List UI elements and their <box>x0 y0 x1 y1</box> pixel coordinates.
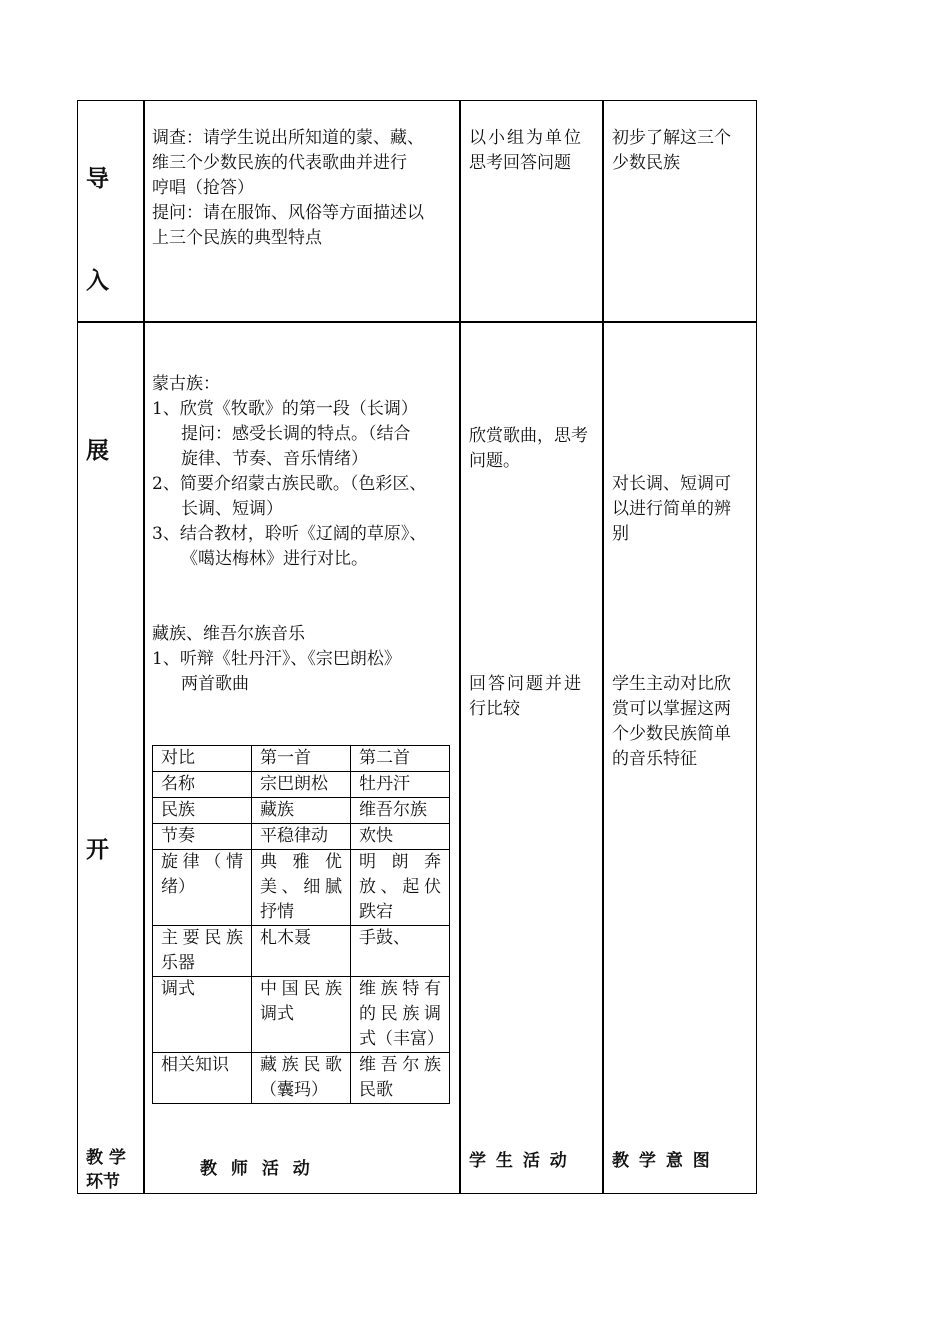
mongol-item: 旋律、节奏、音乐情绪） <box>181 449 368 469</box>
table-cell: 札木聂 <box>252 926 351 977</box>
table-row <box>153 824 450 850</box>
tibet-heading: 藏族、维吾尔族音乐 <box>152 624 305 644</box>
table-cell: 维族特有的民族调式（丰富） <box>351 977 450 1053</box>
tibet-item: 两首歌曲 <box>181 674 249 694</box>
column-divider-2 <box>459 100 461 1194</box>
stage-intro-char-2: 入 <box>86 268 109 294</box>
table-row <box>153 1053 450 1104</box>
footer-stage-label-line: 教 学 <box>86 1148 126 1168</box>
table-row <box>153 798 450 824</box>
table-cell: 平稳律动 <box>252 824 351 850</box>
table-row <box>153 977 450 1053</box>
stage-intro-char-1: 导 <box>86 166 109 192</box>
mongol-item: 2、简要介绍蒙古族民歌。（色彩区、 <box>152 474 427 494</box>
intro-teacher-line: 上三个民族的典型特点 <box>152 228 322 248</box>
mongol-item: 《噶达梅林》进行对比。 <box>181 549 368 569</box>
intent-line: 赏可以掌握这两 <box>612 699 731 719</box>
intent-line: 学生主动对比欣 <box>612 674 731 694</box>
student-line: 回答问题并进 <box>469 674 583 694</box>
table-cell: 旋律（情绪） <box>153 850 252 926</box>
table-cell: 名称 <box>153 772 252 798</box>
intro-student-line: 以小组为单位 <box>469 128 583 148</box>
intent-line: 对长调、短调可 <box>612 474 731 494</box>
stage-develop-char-2: 开 <box>86 837 109 863</box>
intro-teacher-line: 提问：请在服饰、风俗等方面描述以 <box>152 203 424 223</box>
table-cell: 藏族 <box>252 798 351 824</box>
table-cell: 主要民族乐器 <box>153 926 252 977</box>
intro-student-line: 思考回答问题 <box>469 153 571 173</box>
intro-teacher-line: 维三个少数民族的代表歌曲并进行 <box>152 153 407 173</box>
table-cell: 欢快 <box>351 824 450 850</box>
table-cell: 手鼓、 <box>351 926 450 977</box>
comparison-table <box>152 745 450 1104</box>
table-cell: 维吾尔族民歌 <box>351 1053 450 1104</box>
table-cell: 牡丹汗 <box>351 772 450 798</box>
table-cell: 中国民族调式 <box>252 977 351 1053</box>
footer-student-label: 学 生 活 动 <box>469 1151 567 1171</box>
table-cell: 维吾尔族 <box>351 798 450 824</box>
column-divider-1 <box>143 100 145 1194</box>
student-line: 问题。 <box>469 451 520 471</box>
table-cell: 明朗奔放、起伏跌宕 <box>351 850 450 926</box>
table-cell: 典雅优美、细腻抒情 <box>252 850 351 926</box>
intent-line: 以进行简单的辨 <box>612 499 731 519</box>
table-cell: 节奏 <box>153 824 252 850</box>
mongol-item: 长调、短调） <box>181 499 283 519</box>
intent-line: 别 <box>612 524 629 544</box>
table-row <box>153 926 450 977</box>
table-cell: 宗巴朗松 <box>252 772 351 798</box>
footer-stage-label <box>86 1146 126 1194</box>
table-cell: 藏族民歌（囊玛） <box>252 1053 351 1104</box>
intro-teacher-line: 哼唱（抢答） <box>152 178 254 198</box>
intent-line: 的音乐特征 <box>612 749 697 769</box>
footer-teacher-label: 教 师 活 动 <box>200 1159 310 1179</box>
mongol-item: 提问：感受长调的特点。（结合 <box>181 424 411 444</box>
table-cell: 民族 <box>153 798 252 824</box>
table-header-cell: 对比 <box>153 746 252 772</box>
mongol-heading: 蒙古族： <box>152 374 220 394</box>
table-header-cell: 第一首 <box>252 746 351 772</box>
intro-intent-line: 初步了解这三个 <box>612 128 731 148</box>
table-header-cell: 第二首 <box>351 746 450 772</box>
mongol-item: 3、结合教材，聆听《辽阔的草原》、 <box>152 524 427 544</box>
student-line: 行比较 <box>469 699 520 719</box>
footer-stage-label-line: 环节 <box>86 1172 120 1192</box>
mongol-item: 1、欣赏《牧歌》的第一段（长调） <box>152 399 418 419</box>
footer-intent-label: 教 学 意 图 <box>612 1151 710 1171</box>
stage-develop-char-1: 展 <box>86 438 109 464</box>
row-divider-intro <box>77 321 757 323</box>
table-row <box>153 772 450 798</box>
student-line: 欣赏歌曲，思考 <box>469 426 588 446</box>
table-row <box>153 850 450 926</box>
intro-intent-line: 少数民族 <box>612 153 680 173</box>
table-cell: 调式 <box>153 977 252 1053</box>
tibet-item: 1、听辩《牡丹汗》、《宗巴朗松》 <box>152 649 401 669</box>
column-divider-3 <box>602 100 604 1194</box>
intro-teacher-line: 调查：请学生说出所知道的蒙、藏、 <box>152 128 424 148</box>
table-cell: 相关知识 <box>153 1053 252 1104</box>
intent-line: 个少数民族简单 <box>612 724 731 744</box>
table-header-row <box>153 746 450 772</box>
